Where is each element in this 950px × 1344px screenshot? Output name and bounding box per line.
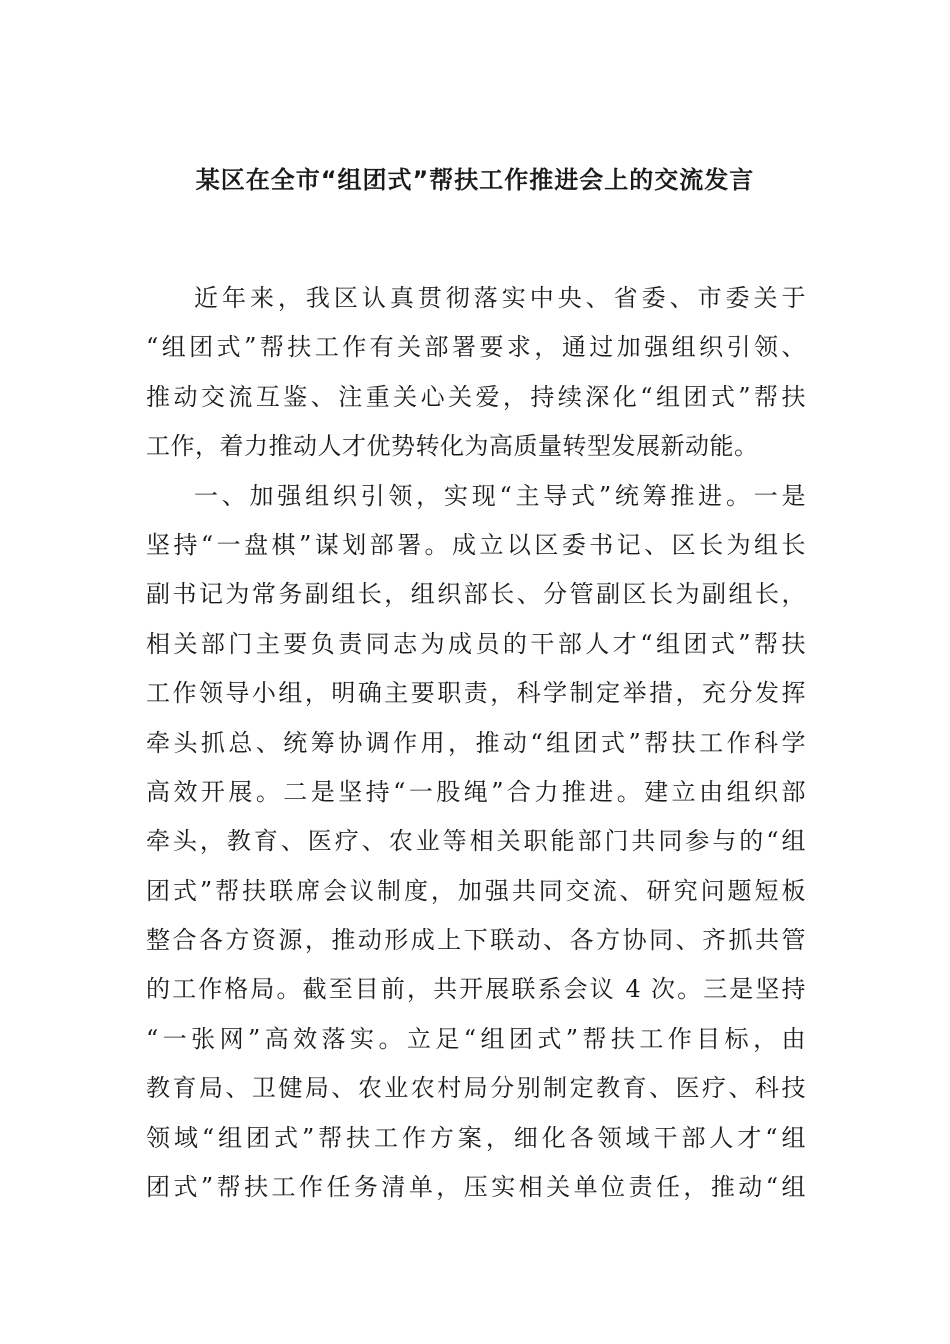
paragraph-line: 副书记为常务副组长，组织部长、分管副区长为副组长， xyxy=(146,580,806,609)
paragraph-line: 团式”帮扶联席会议制度，加强共同交流、研究问题短板 xyxy=(146,876,806,905)
paragraph-line: 教育局、卫健局、农业农村局分别制定教育、医疗、科技 xyxy=(146,1074,806,1103)
paragraph-line: 领域“组团式”帮扶工作方案，细化各领域干部人才“组 xyxy=(146,1123,806,1152)
paragraph-line: “组团式”帮扶工作有关部署要求，通过加强组织引领、 xyxy=(146,333,806,362)
paragraph-line: 高效开展。二是坚持“一股绳”合力推进。建立由组织部 xyxy=(146,777,806,806)
paragraph-line: 近年来，我区认真贯彻落实中央、省委、市委关于 xyxy=(194,284,806,312)
paragraph-line: 牵头抓总、统筹协调作用，推动“组团式”帮扶工作科学 xyxy=(146,728,806,757)
paragraph-line: 一、加强组织引领，实现“主导式”统筹推进。一是 xyxy=(194,481,806,510)
paragraph-line: 团式”帮扶工作任务清单，压实相关单位责任，推动“组 xyxy=(146,1173,806,1202)
document-body xyxy=(146,274,806,1212)
paragraph-line: 坚持“一盘棋”谋划部署。成立以区委书记、区长为组长 xyxy=(146,530,806,559)
paragraph-line: 推动交流互鉴、注重关心关爱，持续深化“组团式”帮扶 xyxy=(146,382,806,411)
paragraph-line: 工作，着力推动人才优势转化为高质量转型发展新动能。 xyxy=(146,432,759,461)
paragraph-line: 牵头，教育、医疗、农业等相关职能部门共同参与的“组 xyxy=(146,827,806,856)
paragraph-line: “一张网”高效落实。立足“组团式”帮扶工作目标，由 xyxy=(146,1024,806,1053)
paragraph-line: 工作领导小组，明确主要职责，科学制定举措，充分发挥 xyxy=(146,679,806,708)
paragraph-line: 整合各方资源，推动形成上下联动、各方协同、齐抓共管 xyxy=(146,926,806,955)
paragraph-line: 相关部门主要负责同志为成员的干部人才“组团式”帮扶 xyxy=(146,629,806,658)
document-title: 某区在全市“组团式”帮扶工作推进会上的交流发言 xyxy=(195,166,755,194)
paragraph-line: 的工作格局。截至目前，共开展联系会议 4 次。三是坚持 xyxy=(146,975,806,1004)
